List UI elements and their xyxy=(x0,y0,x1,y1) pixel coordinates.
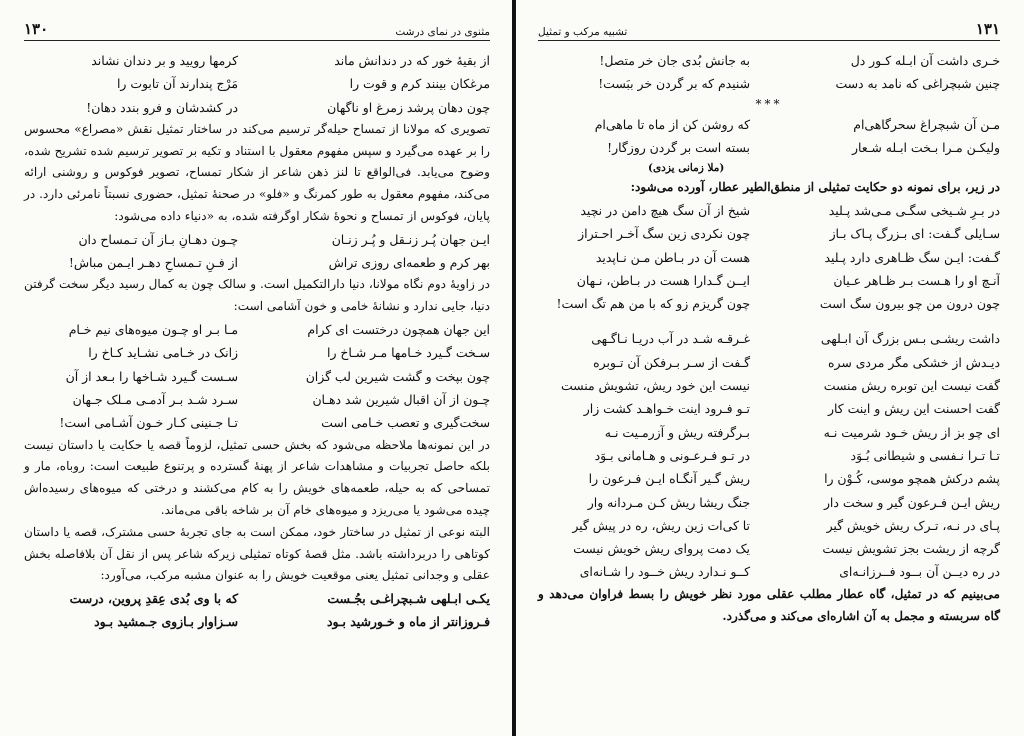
verse-first-hemistich: ریش ایـن فـرعون گیر و سخت دار xyxy=(823,494,1000,510)
verse-first-hemistich: گفت نیست این توبره ریش منست xyxy=(823,378,1000,394)
verse-second-hemistich: که با وی بُدی عِقدِ پروین، درست xyxy=(69,591,238,607)
verse-block xyxy=(538,113,1000,160)
verse-first-hemistich: ایـن جهان پُـر زنـقل و پُـر زنـان xyxy=(331,231,490,247)
verse-block xyxy=(24,228,490,275)
verse-second-hemistich: به جانش بُدی جان خر متصل! xyxy=(599,53,750,68)
page-number: ۱۳۰ xyxy=(24,20,49,38)
verse-first-hemistich: بهر کرم و طعمه‌ای روزی تراش xyxy=(328,255,490,271)
verse-first-hemistich: ای چو بز از ریش خـود شرمیت نـه xyxy=(823,424,1000,440)
verse-second-hemistich: ایــن گـدارا هست در بـاطن، نـهان xyxy=(576,272,750,288)
verse-first-hemistich: چون درون من چو بیرون سگ است xyxy=(819,296,1000,312)
right-page xyxy=(516,0,1024,736)
verse-second-hemistich: چـون دهـانِ بـاز آن تـمساح دان xyxy=(78,231,238,247)
paragraph: البته نوعی از تمثیل در ساختار خود، ممکن است به جای تجربهٔ حسی مشترک، قصه یا داستان کوتاهی را دربرداشته باشد. مثل قصهٔ کوتاه تمثیلی زیرکه شاعر پس از نقل آن بلافاصله بخش عقلی و وجدانی تمثیل یعنی موقعیت خویش را به عنوان مشبه مرکب، می‌آورد: xyxy=(24,524,490,583)
verse-first-hemistich: تـا تـرا نـفسی و شیطانی بُـوَد xyxy=(850,447,1000,463)
verse-first-hemistich: آنـچ او را هـست بـر ظـاهر عـیان xyxy=(833,272,1000,288)
verse-block xyxy=(538,327,1000,583)
verse-first-hemistich: داشت ریشـی بـس بزرگ آن ابـلهی xyxy=(820,331,1000,347)
verse-first-hemistich: گرچه از ریشت بجز تشویش نیست xyxy=(822,541,1000,557)
paragraph: در زاویهٔ دوم نگاه مولانا، دنیا دارالتکمیل است. و سالک چون به کمال رسید دیگر سخت گرفتن دنیا، جایی ندارد و نشانهٔ خامی و خون آشامی است: xyxy=(24,277,490,314)
verse-second-hemistich: کرمها رویید و بر دندان نشاند xyxy=(91,53,238,68)
verse-second-hemistich: تـو فـرود اینت خـواهـد کشت زار xyxy=(583,401,750,417)
verse-second-hemistich: سـست گـیرد شـاخها را بـعد از آن xyxy=(65,368,238,384)
verse-second-hemistich: در تـو فـرعـونی و هـامانی بـوَد xyxy=(594,447,750,463)
right-page-header xyxy=(538,20,1000,41)
verse-second-hemistich: تـا جـنینی کـار خـون آشـامی است! xyxy=(59,415,238,431)
verse-second-hemistich: بـرگرفته ریش و آزرمـیت نـه xyxy=(604,424,750,440)
left-page-header xyxy=(24,20,490,41)
running-title: مثنوی در نمای درشت xyxy=(395,26,490,38)
verse-second-hemistich: کــو نـدارد ریش خــود را شـانه‌ای xyxy=(579,564,750,580)
verse-second-hemistich: سـرد شـد بـر آدمـی مـلک جـهان xyxy=(72,391,238,407)
verse-block xyxy=(538,199,1000,315)
verse-second-hemistich: که روشن کن از ماه تا ماهی‌ام xyxy=(594,116,750,132)
verse-second-hemistich: هست آن در بـاطن مـن نـاپدید xyxy=(595,249,750,265)
paragraph: در زیر، برای نمونه دو حکایت تمثیلی از منطق‌الطیر عطار، آورده می‌شود: xyxy=(630,180,1000,195)
verse-first-hemistich: سـایلی گـفت: ای بـزرگ پـاک بـاز xyxy=(829,226,1000,242)
verse-first-hemistich: گـفت: ایـن سگ ظـاهری دارد پـلید xyxy=(824,249,1000,265)
verse-first-hemistich: در بـرِ شـیخی سگـی مـی‌شد پـلید xyxy=(828,202,1000,218)
verse-first-hemistich: این جهان همچون درختست ای کرام xyxy=(307,322,490,338)
verse-first-hemistich: گفت احسنت این ریش و اینت کار xyxy=(827,401,1000,417)
verse-first-hemistich: یکـی ابـلهی شـبچراغـی بجُـست xyxy=(327,591,490,607)
verse-first-hemistich: چون دهان پرشد زمرغ او ناگهان xyxy=(327,99,490,115)
verse-first-hemistich: چـون از آن اقبال شیرین شد دهـان xyxy=(312,391,490,407)
poet-credit: (ملا زمانی یزدی) xyxy=(648,162,725,175)
verse-first-hemistich: چنین شبچراغی که نامد به دست xyxy=(835,76,1000,92)
verse-first-hemistich: مـن آن شبچراغ سحرگاهی‌ام xyxy=(853,116,1000,132)
verse-first-hemistich: پشم درکش همچو موسی، کُـوْن را xyxy=(824,471,1000,487)
verse-first-hemistich: دیـدش از خشکی مگر مردی سره xyxy=(828,354,1000,370)
paragraph: در این نمونه‌ها ملاحظه می‌شود که بخش حسی تمثیل، لزوماً قصه یا حکایت یا داستان نیست بلکه حاصل تجربیات و مشاهدات شاعر از پهنهٔ گسترده و پرتنوع طبیعت است: روباه، مار و تمساحی که به حیله، طعمه‌های خویش را به کام می‌کشند و درختی که میوه‌های رسیده‌اش چیده می‌شود یا می‌ریزد و میوه‌های خام آن بر شاخه باقی می‌ماند. xyxy=(24,437,490,517)
verse-second-hemistich: غـرقـه شـد در آب دریـا نـاگـهی xyxy=(591,331,750,347)
verse-second-hemistich: سـزاوار بـازوی جـمشید بـود xyxy=(94,614,238,630)
verse-second-hemistich: زانک در خـامی نشـاید کـاخ را xyxy=(88,345,238,361)
verse-first-hemistich: فـروزانتر از ماه و خـورشید بـود xyxy=(326,614,490,630)
page-number: ۱۳۱ xyxy=(975,20,1000,38)
verse-block xyxy=(538,49,1000,96)
verse-second-hemistich: نیست این خود ریش، تشویش منست xyxy=(561,378,750,394)
verse-second-hemistich: جنگ ریشا ریش کـن مـردانه وار xyxy=(587,494,750,510)
verse-second-hemistich: مـا بـر او چـون میوه‌های نیم خـام xyxy=(68,322,238,338)
verse-block xyxy=(24,49,490,119)
verse-first-hemistich: در ره دیــن آن بــود فــرزانـه‌ای xyxy=(839,564,1000,580)
paragraph: تصویری که مولانا از تمساح حیله‌گر ترسیم می‌کند در ساختار تمثیل نقش «مصراع» محسوس را بر عهده می‌گیرد و سپس مفهوم معقول با استناد و تکیه بر تصویر ترسیم شده تشریح شده، وضوح می‌یابد. فی‌الواقع تا لنز ذهن شاعر از شکار تمساح، تصویر فوکوس و روشنی ارائه می‌کند، مفهوم معقول به طور کمرنگ و «فلو» در صحنهٔ تمثیل، حضوری نسبتاً نامرئی دارد. در پایان، فوکوس از تمساح و نحوهٔ شکار اوگرفته شده، به «دنیاء داده می‌شود: xyxy=(24,121,490,224)
verse-second-hemistich: شیخ از آن سگ هیچ دامن در نچید xyxy=(580,202,750,218)
verse-second-hemistich: ریش گـیر آنگـاه ایـن فـرعون را xyxy=(588,471,750,487)
verse-second-hemistich: در کشدشان و فرو بندد دهان! xyxy=(86,99,238,115)
verse-first-hemistich: از بقیهٔ خور که در دندانش ماند xyxy=(334,53,490,68)
verse-first-hemistich: سخت‌گیری و تعصب خـامی است xyxy=(321,415,490,431)
verse-first-hemistich: چون بپخت و گشت شیرین لب گزان xyxy=(305,368,490,384)
paragraph: می‌بینیم که در تمثیل، گاه عطار مطلب عقلی مورد نظر خویش را بسط فراوان می‌دهد و گاه سربسته و مجمل به آن اشاره‌ای می‌کند و می‌گذرد. xyxy=(538,586,1000,623)
verse-second-hemistich: یک دمت پروای ریش خویش نیست xyxy=(573,541,750,557)
verse-second-hemistich: چون نکردی زین سگ آخـر احـتراز xyxy=(578,226,750,242)
verse-first-hemistich: ولیکـن مـرا بـخت ابـله شـعار xyxy=(852,139,1000,155)
verse-first-hemistich: مرغکان بینند کرم و قوت را xyxy=(349,76,490,92)
verse-second-hemistich: بسته است بر گردن روزگار! xyxy=(607,139,750,155)
verse-first-hemistich: خـری داشت آن ابـله کـور دل xyxy=(850,53,1000,68)
verse-block xyxy=(24,318,490,434)
verse-second-hemistich: شنیدم که بر گردن خر ببَست! xyxy=(598,76,750,92)
section-divider: *** xyxy=(755,96,783,111)
verse-second-hemistich: از فـنِ تـمساحِ دهـر ایـمن مباش! xyxy=(68,255,238,271)
running-title: تشبیه مرکب و تمثیل xyxy=(538,26,628,38)
verse-block xyxy=(24,587,490,634)
verse-second-hemistich: گـفت از سـر بـرفکن آن تـوبره xyxy=(593,354,750,370)
verse-second-hemistich: تا کی‌ات زین ریش، ره در پیش گیر xyxy=(572,517,750,533)
verse-first-hemistich: سـخت گـیرد خـامها مـر شـاخ را xyxy=(327,345,490,361)
verse-second-hemistich: چون گریزم زو که با من هم تگ است! xyxy=(556,296,750,312)
verse-second-hemistich: مَرْج پندارند آن تابوت را xyxy=(116,76,238,92)
verse-first-hemistich: پـای در نـه، تـرک ریش خویش گیر xyxy=(826,517,1000,533)
